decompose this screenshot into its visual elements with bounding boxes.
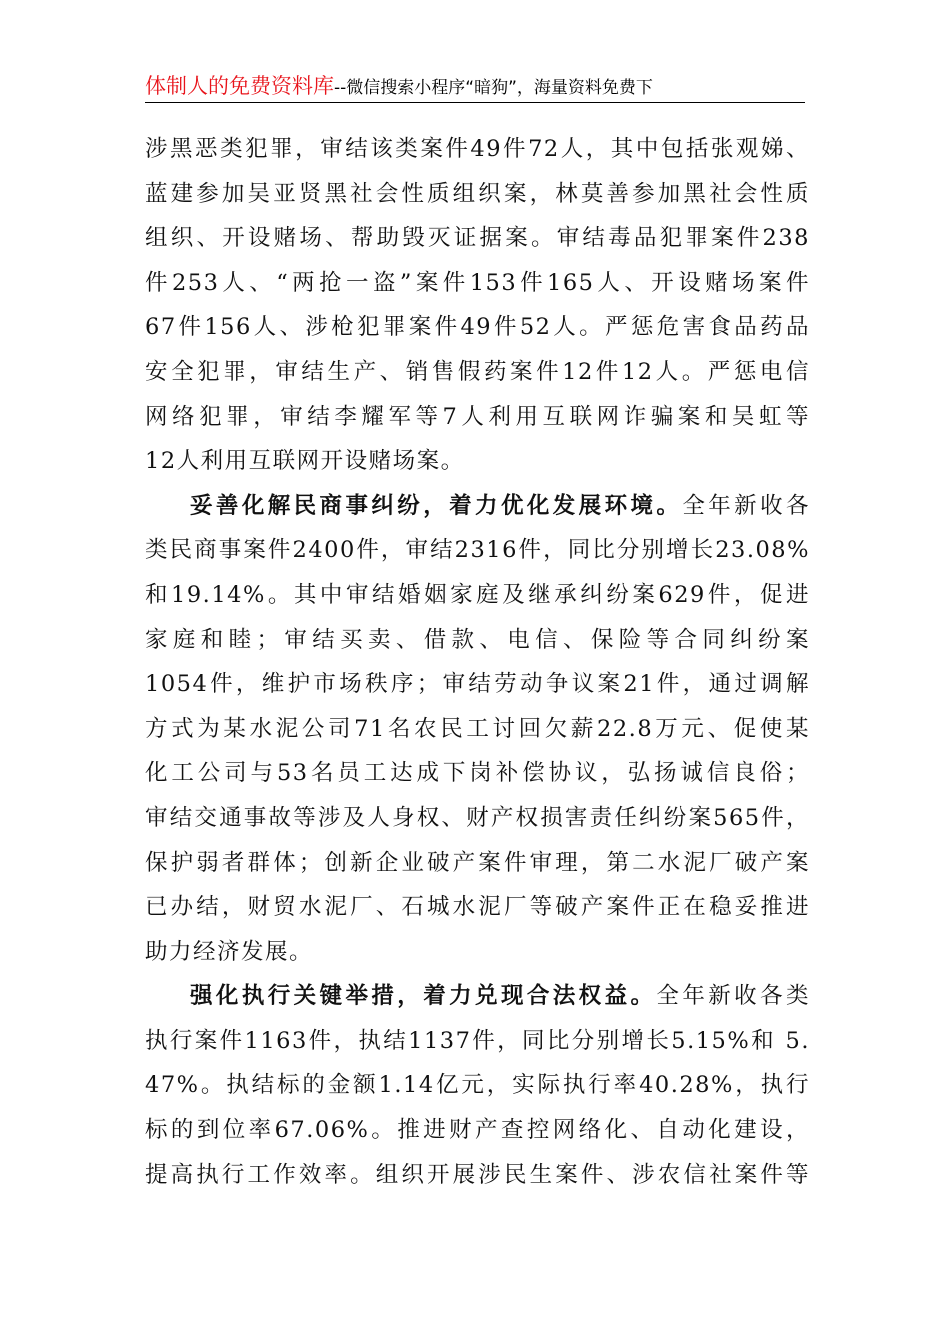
paragraph-lead: 强化执行关键举措，着力兑现合法权益。 <box>190 983 657 1010</box>
text-line: 蓝建参加吴亚贤黑社会性质组织案，林莫善参加黑社会性质 <box>145 180 810 207</box>
paragraph <box>145 484 810 975</box>
text-line: 审结交通事故等涉及人身权、财产权损害责任纠纷案565件， <box>145 804 810 831</box>
paragraph <box>145 127 810 484</box>
text-line: 67件156人、涉枪犯罪案件49件52人。严惩危害食品药品 <box>145 314 810 341</box>
text-line: 已办结，财贸水泥厂、石城水泥厂等破产案件正在稳妥推进 <box>145 894 810 921</box>
text-line: 家庭和睦；审结买卖、借款、电信、保险等合同纠纷案 <box>145 626 810 653</box>
text-line: 提高执行工作效率。组织开展涉民生案件、涉农信社案件等 <box>145 1161 810 1188</box>
text-line: 1054件，维护市场秩序；审结劳动争议案21件，通过调解 <box>145 671 810 698</box>
text-line: 化工公司与53名员工达成下岗补偿协议，弘扬诚信良俗； <box>145 760 810 787</box>
text-line <box>145 484 810 529</box>
page-header <box>145 72 805 103</box>
text-line: 网络犯罪，审结李耀军等7人利用互联网诈骗案和吴虹等 <box>145 403 810 430</box>
text-line: 保护弱者群体；创新企业破产案件审理，第二水泥厂破产案 <box>145 849 810 876</box>
paragraph-first-rest: 全年新收各 <box>682 492 810 519</box>
paragraph-first-rest: 全年新收各类 <box>656 983 810 1010</box>
text-line: 和19.14%。其中审结婚姻家庭及继承纠纷案629件，促进 <box>145 581 810 608</box>
text-line: 组织、开设赌场、帮助毁灭证据案。审结毒品犯罪案件238 <box>145 225 810 252</box>
text-line: 助力经济发展。 <box>145 938 314 965</box>
text-line <box>145 974 810 1019</box>
header-brand: 体制人的免费资料库 <box>145 74 334 98</box>
text-line: 件253人、“两抢一盗”案件153件165人、开设赌场案件 <box>145 269 810 296</box>
text-line: 12人利用互联网开设赌场案。 <box>145 448 465 475</box>
header-note: --微信搜索小程序“暗狗”，海量资料免费下 <box>334 78 653 98</box>
text-line: 类民商事案件2400件，审结2316件，同比分别增长23.08% <box>145 537 810 564</box>
paragraph-lead: 妥善化解民商事纠纷，着力优化发展环境。 <box>190 492 683 519</box>
text-line: 执行案件1163件，执结1137件，同比分别增长5.15%和 5. <box>145 1027 810 1054</box>
text-line: 标的到位率67.06%。推进财产查控网络化、自动化建设， <box>145 1117 810 1144</box>
document-body <box>145 127 810 1197</box>
text-line: 方式为某水泥公司71名农民工讨回欠薪22.8万元、促使某 <box>145 715 810 742</box>
paragraph <box>145 974 810 1197</box>
text-line: 涉黑恶类犯罪，审结该类案件49件72人，其中包括张观娣、 <box>145 136 810 162</box>
text-line: 47%。执结标的金额1.14亿元，实际执行率40.28%，执行 <box>145 1072 810 1099</box>
text-line: 安全犯罪，审结生产、销售假药案件12件12人。严惩电信 <box>145 358 810 385</box>
